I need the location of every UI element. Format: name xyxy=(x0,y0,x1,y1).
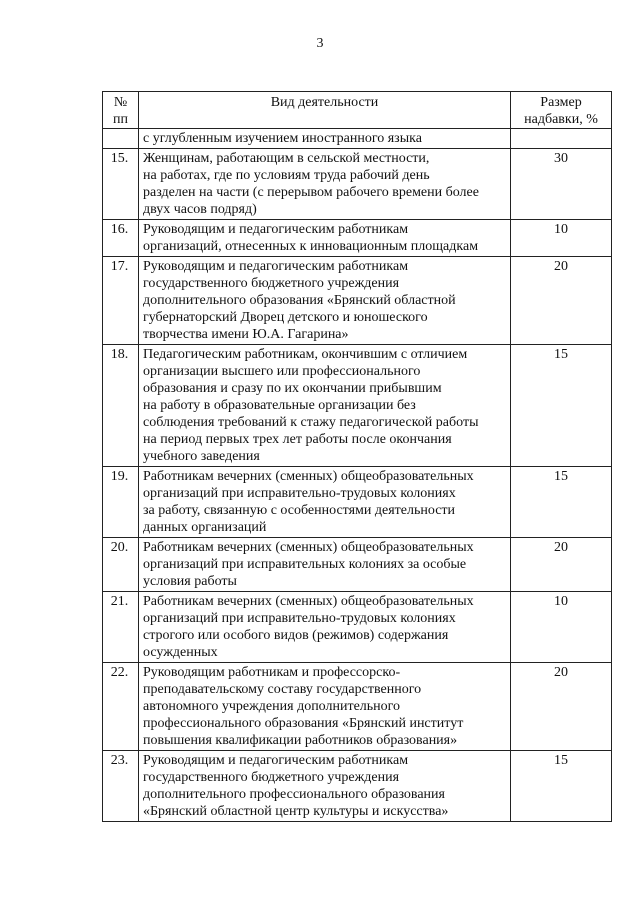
page-number: 3 xyxy=(316,36,324,51)
header-activity: Вид деятельности xyxy=(139,92,511,129)
row-percent: 10 xyxy=(511,592,612,663)
row-number: 19. xyxy=(103,467,139,538)
activity-line: государственного бюджетного учреждения xyxy=(143,770,400,785)
table-row xyxy=(103,467,612,538)
activity-line: дополнительного образования «Брянский областной xyxy=(143,293,456,308)
header-number xyxy=(103,92,139,129)
row-percent: 15 xyxy=(511,467,612,538)
table-row xyxy=(103,220,612,257)
allowance-table xyxy=(102,91,612,822)
activity-line: организаций при исправительных колониях за особые xyxy=(143,557,467,572)
activity-line: соблюдения требований к стажу педагогической работы xyxy=(143,415,479,430)
activity-line: учебного заведения xyxy=(143,449,260,464)
row-percent: 20 xyxy=(511,663,612,751)
row-activity xyxy=(139,538,511,592)
row-activity xyxy=(139,663,511,751)
activity-line: профессионального образования «Брянский институт xyxy=(143,716,464,731)
row-number: 15. xyxy=(103,149,139,220)
header-size xyxy=(511,92,612,129)
activity-line: Руководящим работникам и профессорско- xyxy=(143,665,401,680)
activity-line: условия работы xyxy=(143,574,237,589)
activity-line: государственного бюджетного учреждения xyxy=(143,276,400,291)
row-activity xyxy=(139,467,511,538)
row-number: 23. xyxy=(103,751,139,822)
row-percent: 10 xyxy=(511,220,612,257)
table-row xyxy=(103,592,612,663)
row-percent: 20 xyxy=(511,538,612,592)
row-percent xyxy=(511,129,612,149)
header-size-line2: надбавки, % xyxy=(524,112,598,127)
activity-line: за работу, связанную с особенностями деятельности xyxy=(143,503,456,518)
row-percent: 15 xyxy=(511,345,612,467)
row-activity xyxy=(139,257,511,345)
activity-line: Работникам вечерних (сменных) общеобразовательных xyxy=(143,469,474,484)
activity-line: образования и сразу по их окончании прибывшим xyxy=(143,381,442,396)
row-number: 22. xyxy=(103,663,139,751)
row-number: 18. xyxy=(103,345,139,467)
row-number: 17. xyxy=(103,257,139,345)
activity-line: на период первых трех лет работы после окончания xyxy=(143,432,452,447)
header-size-line1: Размер xyxy=(540,95,582,110)
activity-line: преподавательскому составу государственного xyxy=(143,682,422,697)
activity-line: дополнительного профессионального образования xyxy=(143,787,445,802)
activity-line: «Брянский областной центр культуры и искусства» xyxy=(143,804,449,819)
activity-line: Педагогическим работникам, окончившим с отличием xyxy=(143,347,468,362)
row-activity xyxy=(139,751,511,822)
table-row-continuation xyxy=(103,129,612,149)
activity-line: на работах, где по условиям труда рабочий день xyxy=(143,168,430,183)
table-row xyxy=(103,538,612,592)
table-row xyxy=(103,257,612,345)
row-activity xyxy=(139,149,511,220)
activity-line: Руководящим и педагогическим работникам xyxy=(143,222,409,237)
activity-line: Работникам вечерних (сменных) общеобразовательных xyxy=(143,594,474,609)
row-number: 16. xyxy=(103,220,139,257)
row-activity xyxy=(139,592,511,663)
activity-line: двух часов подряд) xyxy=(143,202,257,217)
row-number: 20. xyxy=(103,538,139,592)
activity-line: организаций, отнесенных к инновационным площадкам xyxy=(143,239,479,254)
activity-line: Руководящим и педагогическим работникам xyxy=(143,753,409,768)
activity-line: Работникам вечерних (сменных) общеобразовательных xyxy=(143,540,474,555)
activity-line: творчества имени Ю.А. Гагарина» xyxy=(143,327,349,342)
table-row xyxy=(103,149,612,220)
row-number xyxy=(103,129,139,149)
row-percent: 30 xyxy=(511,149,612,220)
table-row xyxy=(103,345,612,467)
table-header-row xyxy=(103,92,612,129)
row-activity xyxy=(139,129,511,149)
row-percent: 15 xyxy=(511,751,612,822)
row-percent: 20 xyxy=(511,257,612,345)
activity-line: Женщинам, работающим в сельской местности, xyxy=(143,151,430,166)
table-row xyxy=(103,751,612,822)
header-number-line1: № xyxy=(113,95,128,110)
activity-line: повышения квалификации работников образования» xyxy=(143,733,458,748)
row-number: 21. xyxy=(103,592,139,663)
table-row xyxy=(103,663,612,751)
activity-line: на работу в образовательные организации без xyxy=(143,398,416,413)
activity-line: данных организаций xyxy=(143,520,267,535)
activity-line: организации высшего или профессионального xyxy=(143,364,421,379)
activity-line: строгого или особого видов (режимов) содержания xyxy=(143,628,449,643)
activity-line: губернаторский Дворец детского и юношеского xyxy=(143,310,428,325)
activity-line: с углубленным изучением иностранного языка xyxy=(143,131,422,146)
header-number-line2: пп xyxy=(113,112,128,127)
activity-line: осужденных xyxy=(143,645,218,660)
row-activity xyxy=(139,220,511,257)
activity-line: организаций при исправительно-трудовых колониях xyxy=(143,486,456,501)
activity-line: разделен на части (с перерывом рабочего времени более xyxy=(143,185,479,200)
activity-line: автономного учреждения дополнительного xyxy=(143,699,401,714)
activity-line: организаций при исправительно-трудовых колониях xyxy=(143,611,456,626)
activity-line: Руководящим и педагогическим работникам xyxy=(143,259,409,274)
table-body xyxy=(103,129,612,822)
row-activity xyxy=(139,345,511,467)
